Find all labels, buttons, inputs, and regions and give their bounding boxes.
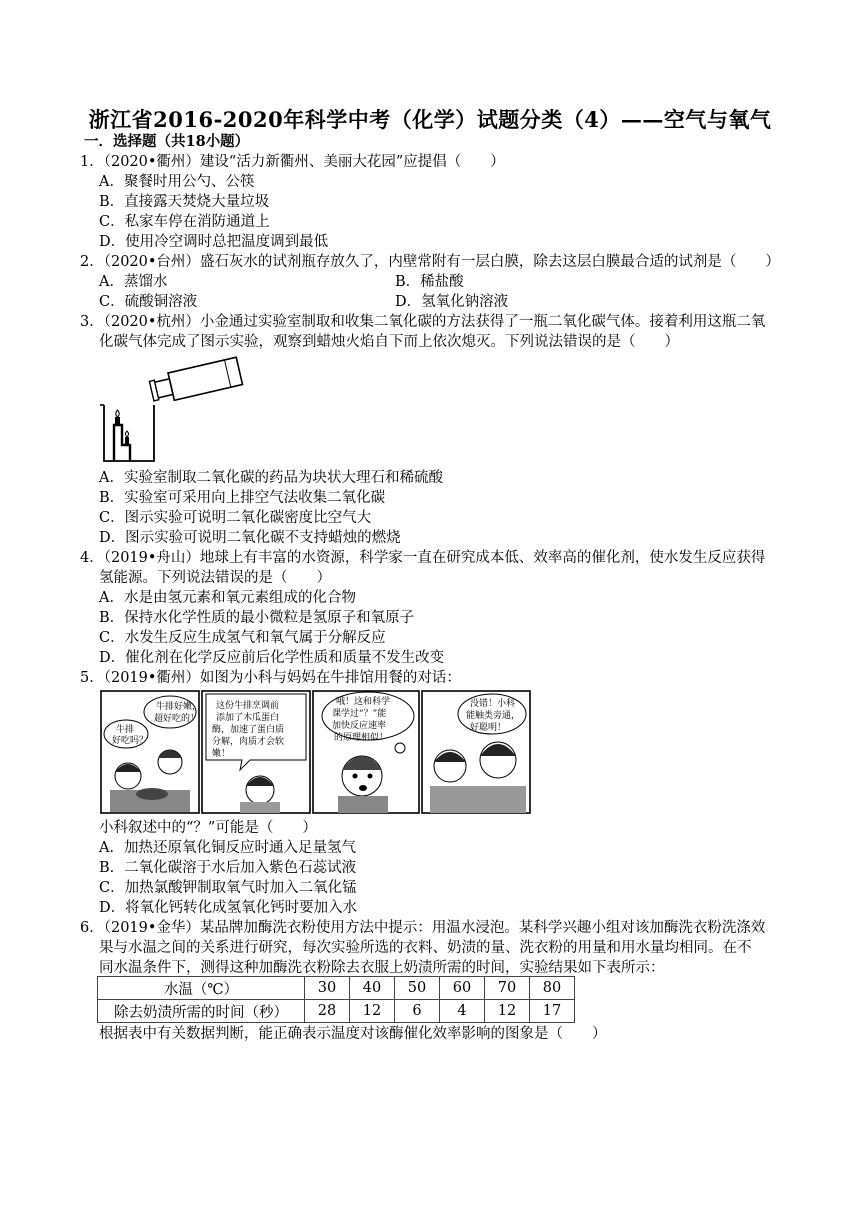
q1-option-c: C．私家车停在消防通道上 [99,214,270,230]
table-cell: 12 [350,1000,395,1023]
comic-bubble5-line1: 没错！小科 [470,699,516,709]
q5-option-d: D．将氧化钙转化成氢氧化钙时要加入水 [99,900,358,916]
comic-bubble3-line1: 这份牛排烹调前 [216,701,280,711]
page-title: 浙江省2016-2020年科学中考（化学）试题分类（4）——空气与氧气 [88,107,772,132]
q5-option-a: A．加热还原氧化铜反应时通入足量氢气 [99,840,356,856]
co2-pour-experiment-figure [96,353,246,465]
q3-option-c: C．图示实验可说明二氧化碳密度比空气大 [99,510,372,526]
q1-option-d: D．使用冷空调时总把温度调到最低 [99,234,329,250]
comic-bubble1-line1: 牛排好嫩， [156,702,202,712]
q1-stem: 1．（2020•衢州）建设“活力新衢州、美丽大花园”应提倡（ ） [80,154,505,170]
q4-stem-line2: 氢能源。下列说法错误的是（ ） [99,570,331,586]
table-cell: 28 [305,1000,350,1023]
q3-stem-line2: 化碳气体完成了图示实验，观察到蜡烛火焰自下而上依次熄灭。下列说法错误的是（ ） [99,334,679,350]
section-heading: 一．选择题（共18小题） [84,133,250,150]
comic-bubble5-line3: 好聪明！ [470,723,507,733]
q6-after-text: 根据表中有关数据判断，能正确表示温度对该酶催化效率影响的图象是（ ） [99,1026,607,1042]
table-cell: 30 [305,977,350,1000]
table-cell: 17 [530,1000,575,1023]
table-cell: 4 [440,1000,485,1023]
q4-option-c: C．水发生反应生成氢气和氧气属于分解反应 [99,630,386,646]
q6-stem-line2: 果与水温之间的关系进行研究，每次实验所选的衣料、奶渍的量、洗衣粉的用量和用水量均相同。在不 [99,940,752,956]
q5-stem: 5．（2019•衢州）如图为小科与妈妈在牛排馆用餐的对话： [80,670,461,686]
q3-option-a: A．实验室制取二氧化碳的药品为块状大理石和稀硫酸 [99,470,443,486]
q5-option-b: B．二氧化碳溶于水后加入紫色石蕊试液 [99,860,357,876]
q2-option-a: A．蒸馏水 [99,274,168,290]
table-cell: 70 [485,977,530,1000]
q5-after-text: 小科叙述中的“？”可能是（ ） [99,820,317,836]
q1-option-a: A．聚餐时用公勺、公筷 [99,174,255,190]
table-cell: 60 [440,977,485,1000]
q5-option-c: C．加热氯酸钾制取氧气时加入二氧化锰 [99,880,357,896]
comic-bubble4-line3: 加快反应速率 [332,721,387,731]
q3-option-d: D．图示实验可说明二氧化碳不支持蜡烛的燃烧 [99,530,401,546]
q4-option-b: B．保持水化学性质的最小微粒是氢原子和氧原子 [99,610,415,626]
comic-bubble4-line2: 课学过“？”能 [332,709,387,719]
comic-bubble3-line4: 分解，肉质才会软 [212,737,285,747]
q2-option-d: D．氢氧化钠溶液 [395,294,509,310]
q3-stem-line1: 3．（2020•杭州）小金通过实验室制取和收集二氧化碳的方法获得了一瓶二氧化碳气体。接着利用这瓶二氧 [80,314,766,330]
q2-option-c: C．硫酸铜溶液 [99,294,198,310]
table-cell: 50 [395,977,440,1000]
q4-stem-line1: 4．（2019•舟山）地球上有丰富的水资源，科学家一直在研究成本低、效率高的催化剂，使水发生反应获得 [80,550,766,566]
comic-bubble2-line2: 好吃吗？ [112,736,149,746]
table-cell: 40 [350,977,395,1000]
q1-option-b: B．直接露天焚烧大量垃圾 [99,194,270,210]
comic-bubble4-line1: 哦！这和科学 [336,697,391,707]
comic-bubble4-line4: 的原理相似！ [334,733,389,743]
comic-bubble1-line2: 超好吃的！ [154,714,200,724]
q6-stem-line1: 6．（2019•金华）某品牌加酶洗衣粉使用方法中提示：用温水浸泡。某科学兴趣小组对该加酶洗衣粉洗涤效 [80,920,766,936]
q6-stem-line3: 同水温条件下，测得这种加酶洗衣粉除去衣服上奶渍所需的时间，实验结果如下表所示： [99,960,665,976]
comic-bubble3-line3: 酶，加速了蛋白质 [212,725,285,735]
table-header-cell: 水温（℃） [98,977,305,1000]
q2-stem: 2．（2020•台州）盛石灰水的试剂瓶存放久了，内壁常附有一层白膜，除去这层白膜最合适的试剂是（ ） [80,254,780,270]
table-cell: 80 [530,977,575,1000]
table-cell: 12 [485,1000,530,1023]
q4-option-d: D．催化剂在化学反应前后化学性质和质量不发生改变 [99,650,445,666]
comic-bubble2-line1: 牛排 [116,725,135,735]
comic-bubble5-line2: 能触类旁通， [466,711,521,721]
q2-option-b: B．稀盐酸 [395,274,464,290]
table-row [98,977,575,1000]
comic-bubble3-line5: 嫩！ [212,749,231,759]
q3-option-b: B．实验室可采用向上排空气法收集二氧化碳 [99,490,386,506]
table-header-cell: 除去奶渍所需的时间（秒） [98,1000,305,1023]
comic-bubble3-line2: 添加了木瓜蛋白 [216,713,280,723]
water-temperature-table [97,976,575,1023]
table-cell: 6 [395,1000,440,1023]
q4-option-a: A．水是由氢元素和氧元素组成的化合物 [99,590,356,606]
table-row [98,1000,575,1023]
comic-strip-figure [100,690,532,814]
